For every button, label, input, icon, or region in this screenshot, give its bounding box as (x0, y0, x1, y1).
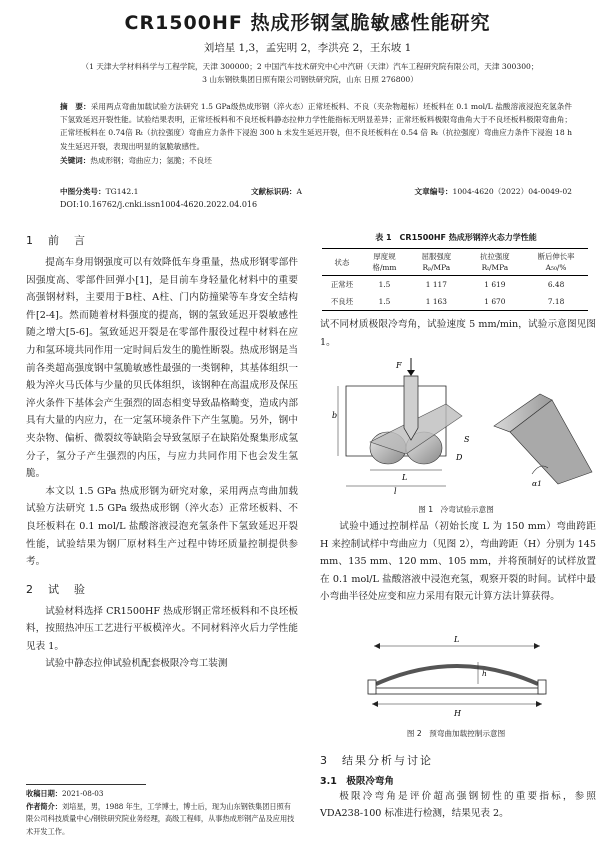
table-cell: 7.18 (524, 293, 588, 311)
abstract-label: 摘 要： (60, 102, 91, 111)
label-S: S (464, 435, 470, 444)
footnote-divider (26, 784, 146, 785)
figure-2-prebend-fixture-diagram (360, 632, 560, 718)
table-cell: 1 619 (484, 280, 506, 289)
paragraph: 试不同材质极限冷弯角，试验速度 5 mm/min，试验示意图见图 1。 (320, 319, 596, 348)
section-1-heading: 1 前 言 (26, 234, 87, 247)
keywords-text: 热成形钢；弯曲应力；氢脆；不良坯 (90, 155, 212, 165)
paragraph: 试验材料选择 CR1500HF 热成形钢正常坯板料和不良坯板料，按照热冲压工艺进行平板模淬火。不同材料淬火后力学性能见表 1。 (26, 605, 298, 652)
label-F: F (396, 361, 402, 370)
table-header: 状态 (322, 249, 362, 276)
figure-2-caption: 图 2 预弯曲加载控制示意图 (406, 729, 506, 738)
affiliations (30, 60, 590, 86)
affiliation-line: （1 天津大学材料科学与工程学院，天津 300000；2 中国汽车技术研究中心中汽研（天津）汽车工程研究院有限公司，天津 300300； (81, 62, 539, 71)
table-cell: 不良坯 (322, 293, 362, 311)
table-cell: 1 163 (407, 293, 466, 311)
paragraph: 极限冷弯角是评价超高强钢韧性的重要指标，参照 VDA238-100 标准进行检测，结果见表 2。 (320, 791, 596, 819)
section-3 (320, 752, 596, 822)
clc-number: 中图分类号：TG142.1 (60, 187, 139, 196)
label-l: l (394, 487, 397, 496)
paragraph: 本文以 1.5 GPa 热成形钢为研究对象，采用两点弯曲加载试验方法研究 1.5 GPa 级热成形钢（淬火态）正常坯板料、不良坯板料在 0.1 mol/L 盐酸溶液浸泡充氢条件下氢致延迟开裂性能，试验结果为钢厂原材料生产过程中铸坯质量控制提供参考。 (26, 485, 298, 568)
footnote: 收稿日期：2021-08-03 作者简介：刘培星，男，1988 年生，工学博士，博士后，现为山东钢铁集团日照有限公司科技质量中心/钢铁研究院业务经理，高级工程师，从事热成形钢产品及应用技术开发工作。 (26, 789, 295, 836)
abstract-text: 采用两点弯曲加载试验方法研究 1.5 GPa级热成形钢（淬火态）正常坯板料、不良（夹杂物超标）坯板料在 0.1 mol/L 盐酸溶液浸泡充氢条件下氢致延迟开裂性能。试验结果表明，正常坯板料和不良坯板料静态拉伸力学性能指标无明显差异；正常坯板料极限弯曲角大于不良坯板料极限弯曲角；正常坯板料在 0.74倍 Rₜ（抗拉强度）弯曲应力条件下浸泡 300 h 未发生延迟开裂，但不良坯板料在 0.54 倍 Rₜ（抗拉强度）弯曲应力条件下浸泡 18 h 发生延迟开裂，表现出明显的氢脆敏感性。 (60, 102, 572, 151)
label-h: h (482, 669, 487, 678)
label-D: D (456, 453, 463, 462)
table-header-row (322, 249, 588, 276)
paragraph: 试验中静态拉伸试验机配套极限冷弯工装测 (45, 658, 228, 670)
abstract (60, 100, 572, 167)
table-cell: 1 670 (466, 293, 525, 311)
classification-row (60, 186, 572, 197)
label-L: L (454, 635, 460, 644)
table-cell: 正常坯 (330, 280, 354, 289)
subsection-3-1-heading: 3.1 极限冷弯角 (320, 776, 394, 787)
bending-knife (404, 376, 418, 440)
figure-1-caption: 图 1 冷弯试验示意图 (418, 505, 494, 514)
table-header: 厚度规格/mm (362, 249, 407, 276)
label-H: H (454, 709, 461, 718)
table-header: 屈服强度 Rₚ/MPa (407, 249, 466, 276)
keywords-label: 关键词： (60, 155, 91, 165)
table-row (322, 293, 588, 311)
section-3-heading: 3 结果分析与讨论 (320, 754, 433, 767)
table-1 (322, 248, 588, 311)
figure-1-bending-test-diagram (326, 356, 596, 496)
table-1-title: 表 1 CR1500HF 热成形钢淬火态力学性能 (375, 233, 537, 242)
paragraph: 提高车身用钢强度可以有效降低车身重量，热成形钢零部件因强度高、零部件回弹小[1]，是目前车身轻量化材料中的重要高强钢材料，主要用于B柱、A柱、门内防撞梁等车身安全结构件[2-4]。然而随着材料强度的提高，钢的氢致延迟开裂敏感性随之增大[5-6]。氢致延迟开裂是在零部件服役过程中材料在应力和氢环境共同作用一定时间后发生的脆性断裂。热成形钢是当前各类超高强度钢中氢脆敏感性最强的一类钢种，其基体组织一般为淬火马氏体与少量的贝氏体组织，该钢种在高温成形及保压淬火条件下基体会产生强烈的固态相变导致晶格畸变，造成内部具有大量的内应力，在一定氢环境条件下产生氢脆。另外，钢中夹杂物、偏析、微裂纹等缺陷会导致氢原子在缺陷处聚集形成氢分子，氢分子产生强烈的内压，与应力共同作用下也会发生氢脆。 (26, 257, 298, 480)
table-cell: 1.5 (378, 280, 391, 289)
paper-title: CR1500HF 热成形钢氢脆敏感性能研究 (124, 12, 491, 34)
document-code: 文献标识码：A (250, 187, 302, 196)
author-bio: 刘培星，男，1988 年生，工学博士，博士后，现为山东钢铁集团日照有限公司科技质量中心/钢铁研究院业务经理，高级工程师，从事热成形钢产品及应用技术开发工作。 (26, 801, 295, 836)
table-header: 抗拉强度 Rₜ/MPa (466, 249, 525, 276)
section-2-heading: 2 试 验 (26, 582, 87, 596)
received-date: 2021-08-03 (61, 789, 104, 798)
label-alpha: α1 (532, 479, 542, 488)
table-row (322, 276, 588, 294)
table-cell: 1 117 (425, 280, 447, 289)
affiliation-line: 3 山东钢铁集团日照有限公司钢铁研究院，山东 日照 276800） (202, 75, 418, 84)
paragraph: 试验中通过控制样品（初始长度 L 为 150 mm）弯曲跨距 H 来控制试样中弯曲应力（见图 2），弯曲跨距（H）分别为 145 mm、135 mm、120 mm、105 mm，并将预制好的试样放置在 0.1 mol/L 盐酸溶液中浸泡充氢，观察开裂的时间。试样中最小弯曲半径处应变和应力采用有限元计算方法计算获得。 (320, 521, 596, 603)
table-cell: 1.5 (362, 293, 407, 311)
article-number: 文章编号：1004-4620（2022）04-0049-02 (414, 187, 572, 196)
label-b: b (332, 411, 338, 420)
table-header: 断后伸长率 A₅₀/% (524, 249, 588, 276)
fixture-base (370, 688, 544, 694)
doi: DOI:10.16762/j.cnki.issn1004-4620.2022.04.016 (60, 200, 258, 209)
left-column (26, 232, 298, 673)
label-L: L (402, 473, 408, 482)
keywords (60, 154, 572, 167)
author-list: 刘培星 1,3，孟宪明 2，李洪亮 2，王东坡 1 (203, 42, 412, 54)
table-cell: 6.48 (547, 280, 565, 289)
bent-sample (376, 666, 538, 684)
